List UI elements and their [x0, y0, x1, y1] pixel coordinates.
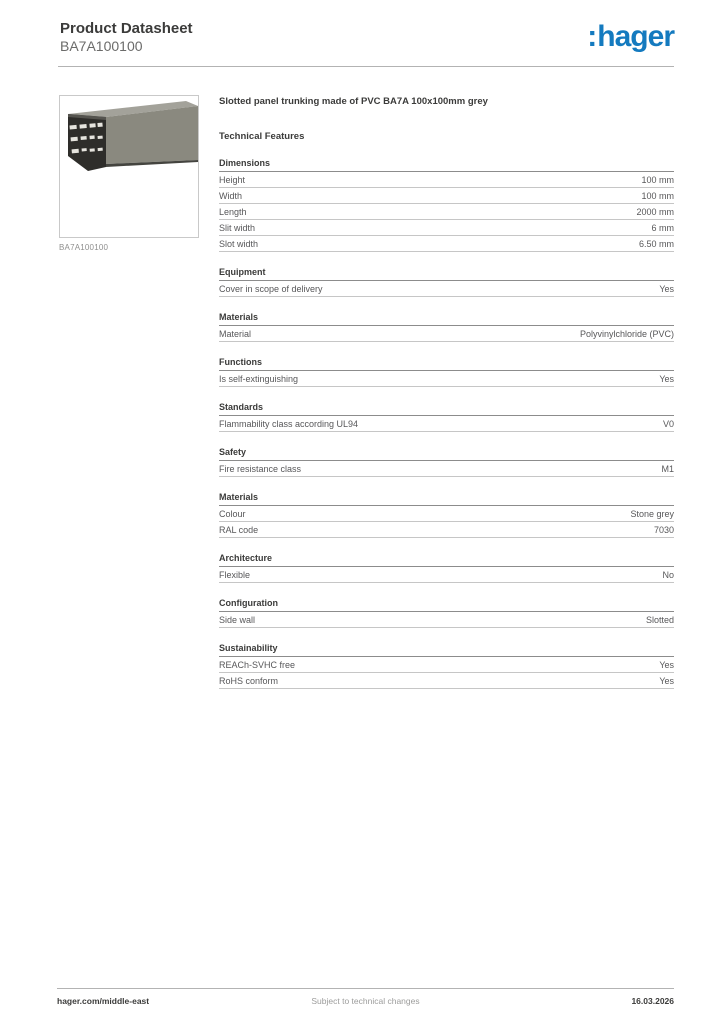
- table-row: [219, 657, 674, 673]
- row-value: Yes: [659, 374, 674, 384]
- footer-divider: [57, 988, 674, 989]
- page-footer: [57, 996, 674, 1010]
- page-header: [60, 20, 674, 55]
- table-row: [219, 522, 674, 538]
- table-row: [219, 236, 674, 252]
- table-row: [219, 326, 674, 342]
- feature-section: [219, 402, 674, 432]
- content-column: [219, 96, 674, 689]
- row-label: Material: [219, 329, 252, 339]
- table-row: [219, 612, 674, 628]
- feature-section: [219, 598, 674, 628]
- section-rows: [219, 461, 674, 477]
- product-description-title: Slotted panel trunking made of PVC BA7A 100x100mm grey: [219, 96, 488, 107]
- product-figure: [59, 95, 199, 252]
- section-title: Sustainability: [219, 643, 674, 657]
- page-title: Product Datasheet: [60, 20, 193, 37]
- section-title: Materials: [219, 312, 674, 326]
- row-label: Side wall: [219, 615, 256, 625]
- section-title: Materials: [219, 492, 674, 506]
- table-row: [219, 204, 674, 220]
- row-value: 6 mm: [651, 223, 674, 233]
- row-value: M1: [661, 464, 674, 474]
- section-title: Dimensions: [219, 158, 674, 172]
- hager-logo: [587, 22, 674, 52]
- table-row: [219, 220, 674, 236]
- section-rows: [219, 506, 674, 538]
- logo-wordmark: hager: [597, 20, 674, 53]
- row-label: RoHS conform: [219, 676, 279, 686]
- row-label: RAL code: [219, 525, 259, 535]
- section-rows: [219, 567, 674, 583]
- feature-section: [219, 267, 674, 297]
- table-row: [219, 188, 674, 204]
- row-label: Flammability class according UL94: [219, 419, 359, 429]
- feature-section: [219, 447, 674, 477]
- feature-section: [219, 492, 674, 538]
- footer-date: 16.03.2026: [631, 996, 674, 1006]
- table-row: [219, 461, 674, 477]
- product-code: BA7A100100: [60, 38, 143, 54]
- table-row: [219, 567, 674, 583]
- feature-sections: [219, 158, 674, 689]
- row-label: REACh-SVHC free: [219, 660, 296, 670]
- table-row: [219, 416, 674, 432]
- row-value: 100 mm: [641, 191, 674, 201]
- row-label: Slot width: [219, 239, 259, 249]
- feature-section: [219, 158, 674, 252]
- row-label: Height: [219, 175, 246, 185]
- section-title: Safety: [219, 447, 674, 461]
- technical-features-heading: Technical Features: [219, 131, 305, 142]
- row-value: Yes: [659, 676, 674, 686]
- section-title: Equipment: [219, 267, 674, 281]
- row-value: Yes: [659, 284, 674, 294]
- section-title: Standards: [219, 402, 674, 416]
- section-title: Functions: [219, 357, 674, 371]
- row-label: Slit width: [219, 223, 256, 233]
- row-label: Colour: [219, 509, 246, 519]
- feature-section: [219, 643, 674, 689]
- table-row: [219, 281, 674, 297]
- feature-section: [219, 312, 674, 342]
- row-value: Slotted: [645, 615, 674, 625]
- table-row: [219, 371, 674, 387]
- row-value: 7030: [653, 525, 674, 535]
- product-image-frame: [59, 95, 199, 238]
- trunking-open-end: [68, 114, 106, 171]
- product-photo: [60, 96, 198, 237]
- feature-section: [219, 357, 674, 387]
- row-label: Flexible: [219, 570, 251, 580]
- row-label: Cover in scope of delivery: [219, 284, 323, 294]
- row-label: Is self-extinguishing: [219, 374, 299, 384]
- footer-website: hager.com/middle-east: [57, 996, 150, 1006]
- footer-note: Subject to technical changes: [311, 996, 420, 1006]
- section-rows: [219, 326, 674, 342]
- section-rows: [219, 612, 674, 628]
- row-value: No: [662, 570, 674, 580]
- row-value: 100 mm: [641, 175, 674, 185]
- section-rows: [219, 416, 674, 432]
- row-value: Yes: [659, 660, 674, 670]
- section-rows: [219, 371, 674, 387]
- row-label: Fire resistance class: [219, 464, 302, 474]
- product-image-caption: BA7A100100: [59, 243, 109, 252]
- row-value: 6.50 mm: [638, 239, 674, 249]
- section-title: Architecture: [219, 553, 674, 567]
- table-row: [219, 172, 674, 188]
- section-rows: [219, 281, 674, 297]
- logo-colon: :: [587, 20, 597, 53]
- table-row: [219, 506, 674, 522]
- row-label: Width: [219, 191, 243, 201]
- section-title: Configuration: [219, 598, 674, 612]
- row-value: 2000 mm: [636, 207, 674, 217]
- header-divider: [58, 66, 674, 67]
- section-rows: [219, 657, 674, 689]
- row-value: Stone grey: [630, 509, 674, 519]
- row-value: V0: [662, 419, 674, 429]
- feature-section: [219, 553, 674, 583]
- table-row: [219, 673, 674, 689]
- section-rows: [219, 172, 674, 252]
- row-label: Length: [219, 207, 247, 217]
- row-value: Polyvinylchloride (PVC): [579, 329, 674, 339]
